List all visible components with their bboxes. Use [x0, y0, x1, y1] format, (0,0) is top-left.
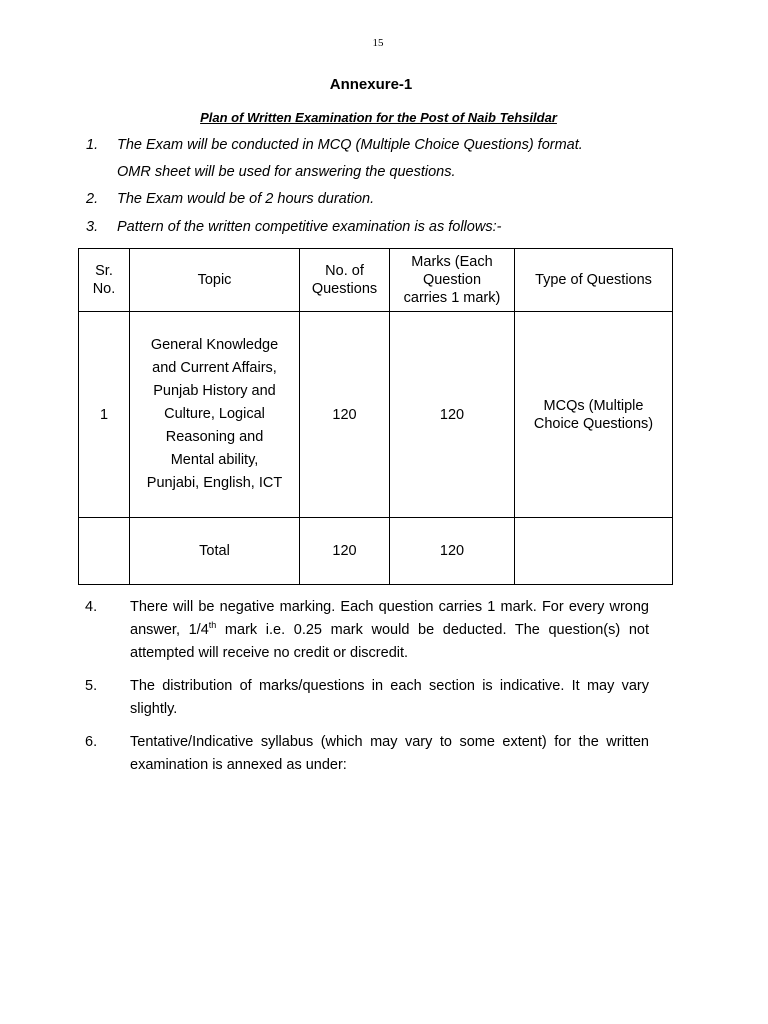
note-4 [85, 596, 649, 665]
cell-total-empty [79, 518, 130, 585]
note-text: Tentative/Indicative syllabus (which may vary to some extent) for the written examination is annexed as under: [130, 734, 649, 773]
header-marks: Marks (Each Question carries 1 mark) [390, 249, 515, 312]
header-questions: No. of Questions [300, 249, 390, 312]
cell-type: MCQs (Multiple Choice Questions) [515, 312, 673, 518]
note-text: There will be negative marking. Each question carries 1 mark. For every wrong answer, 1/4th mark i.e. 0.25 mark would be deducted. The question(s) not attempted will receive no credit or discredit. [130, 599, 649, 661]
cell-marks: 120 [390, 312, 515, 518]
intro-item-text: OMR sheet will be used for answering the questions. [117, 164, 456, 180]
document-subtitle: Plan of Written Examination for the Post of Naib Tehsildar [200, 110, 557, 125]
header-sr-no: Sr. No. [79, 249, 130, 312]
cell-questions: 120 [300, 312, 390, 518]
note-text: The distribution of marks/questions in each section is indicative. It may vary slightly. [130, 678, 649, 717]
cell-sr-no: 1 [79, 312, 130, 518]
header-type: Type of Questions [515, 249, 673, 312]
intro-item-number: 3. [86, 219, 99, 235]
cell-total-type-empty [515, 518, 673, 585]
note-number: 6. [85, 734, 98, 750]
note-number: 5. [85, 678, 98, 694]
cell-total-label: Total [130, 518, 300, 585]
note-6 [85, 731, 649, 777]
intro-item-number: 1. [86, 137, 99, 153]
header-topic: Topic [130, 249, 300, 312]
table-header-row [79, 249, 673, 312]
table-row [79, 312, 673, 518]
table-total-row [79, 518, 673, 585]
cell-topic: General Knowledge and Current Affairs, Punjab History and Culture, Logical Reasoning and Mental ability, Punjabi, English, ICT [130, 312, 300, 518]
intro-item-text: The Exam would be of 2 hours duration. [117, 191, 375, 207]
cell-total-questions: 120 [300, 518, 390, 585]
cell-total-marks: 120 [390, 518, 515, 585]
page-number: 15 [372, 37, 384, 49]
annexure-title: Annexure-1 [329, 76, 413, 93]
intro-item-text: Pattern of the written competitive examination is as follows:- [117, 219, 502, 235]
note-5 [85, 675, 649, 721]
intro-item-text: The Exam will be conducted in MCQ (Multiple Choice Questions) format. [117, 137, 583, 153]
note-number: 4. [85, 599, 98, 615]
exam-pattern-table [78, 248, 673, 585]
intro-item-number: 2. [86, 191, 99, 207]
